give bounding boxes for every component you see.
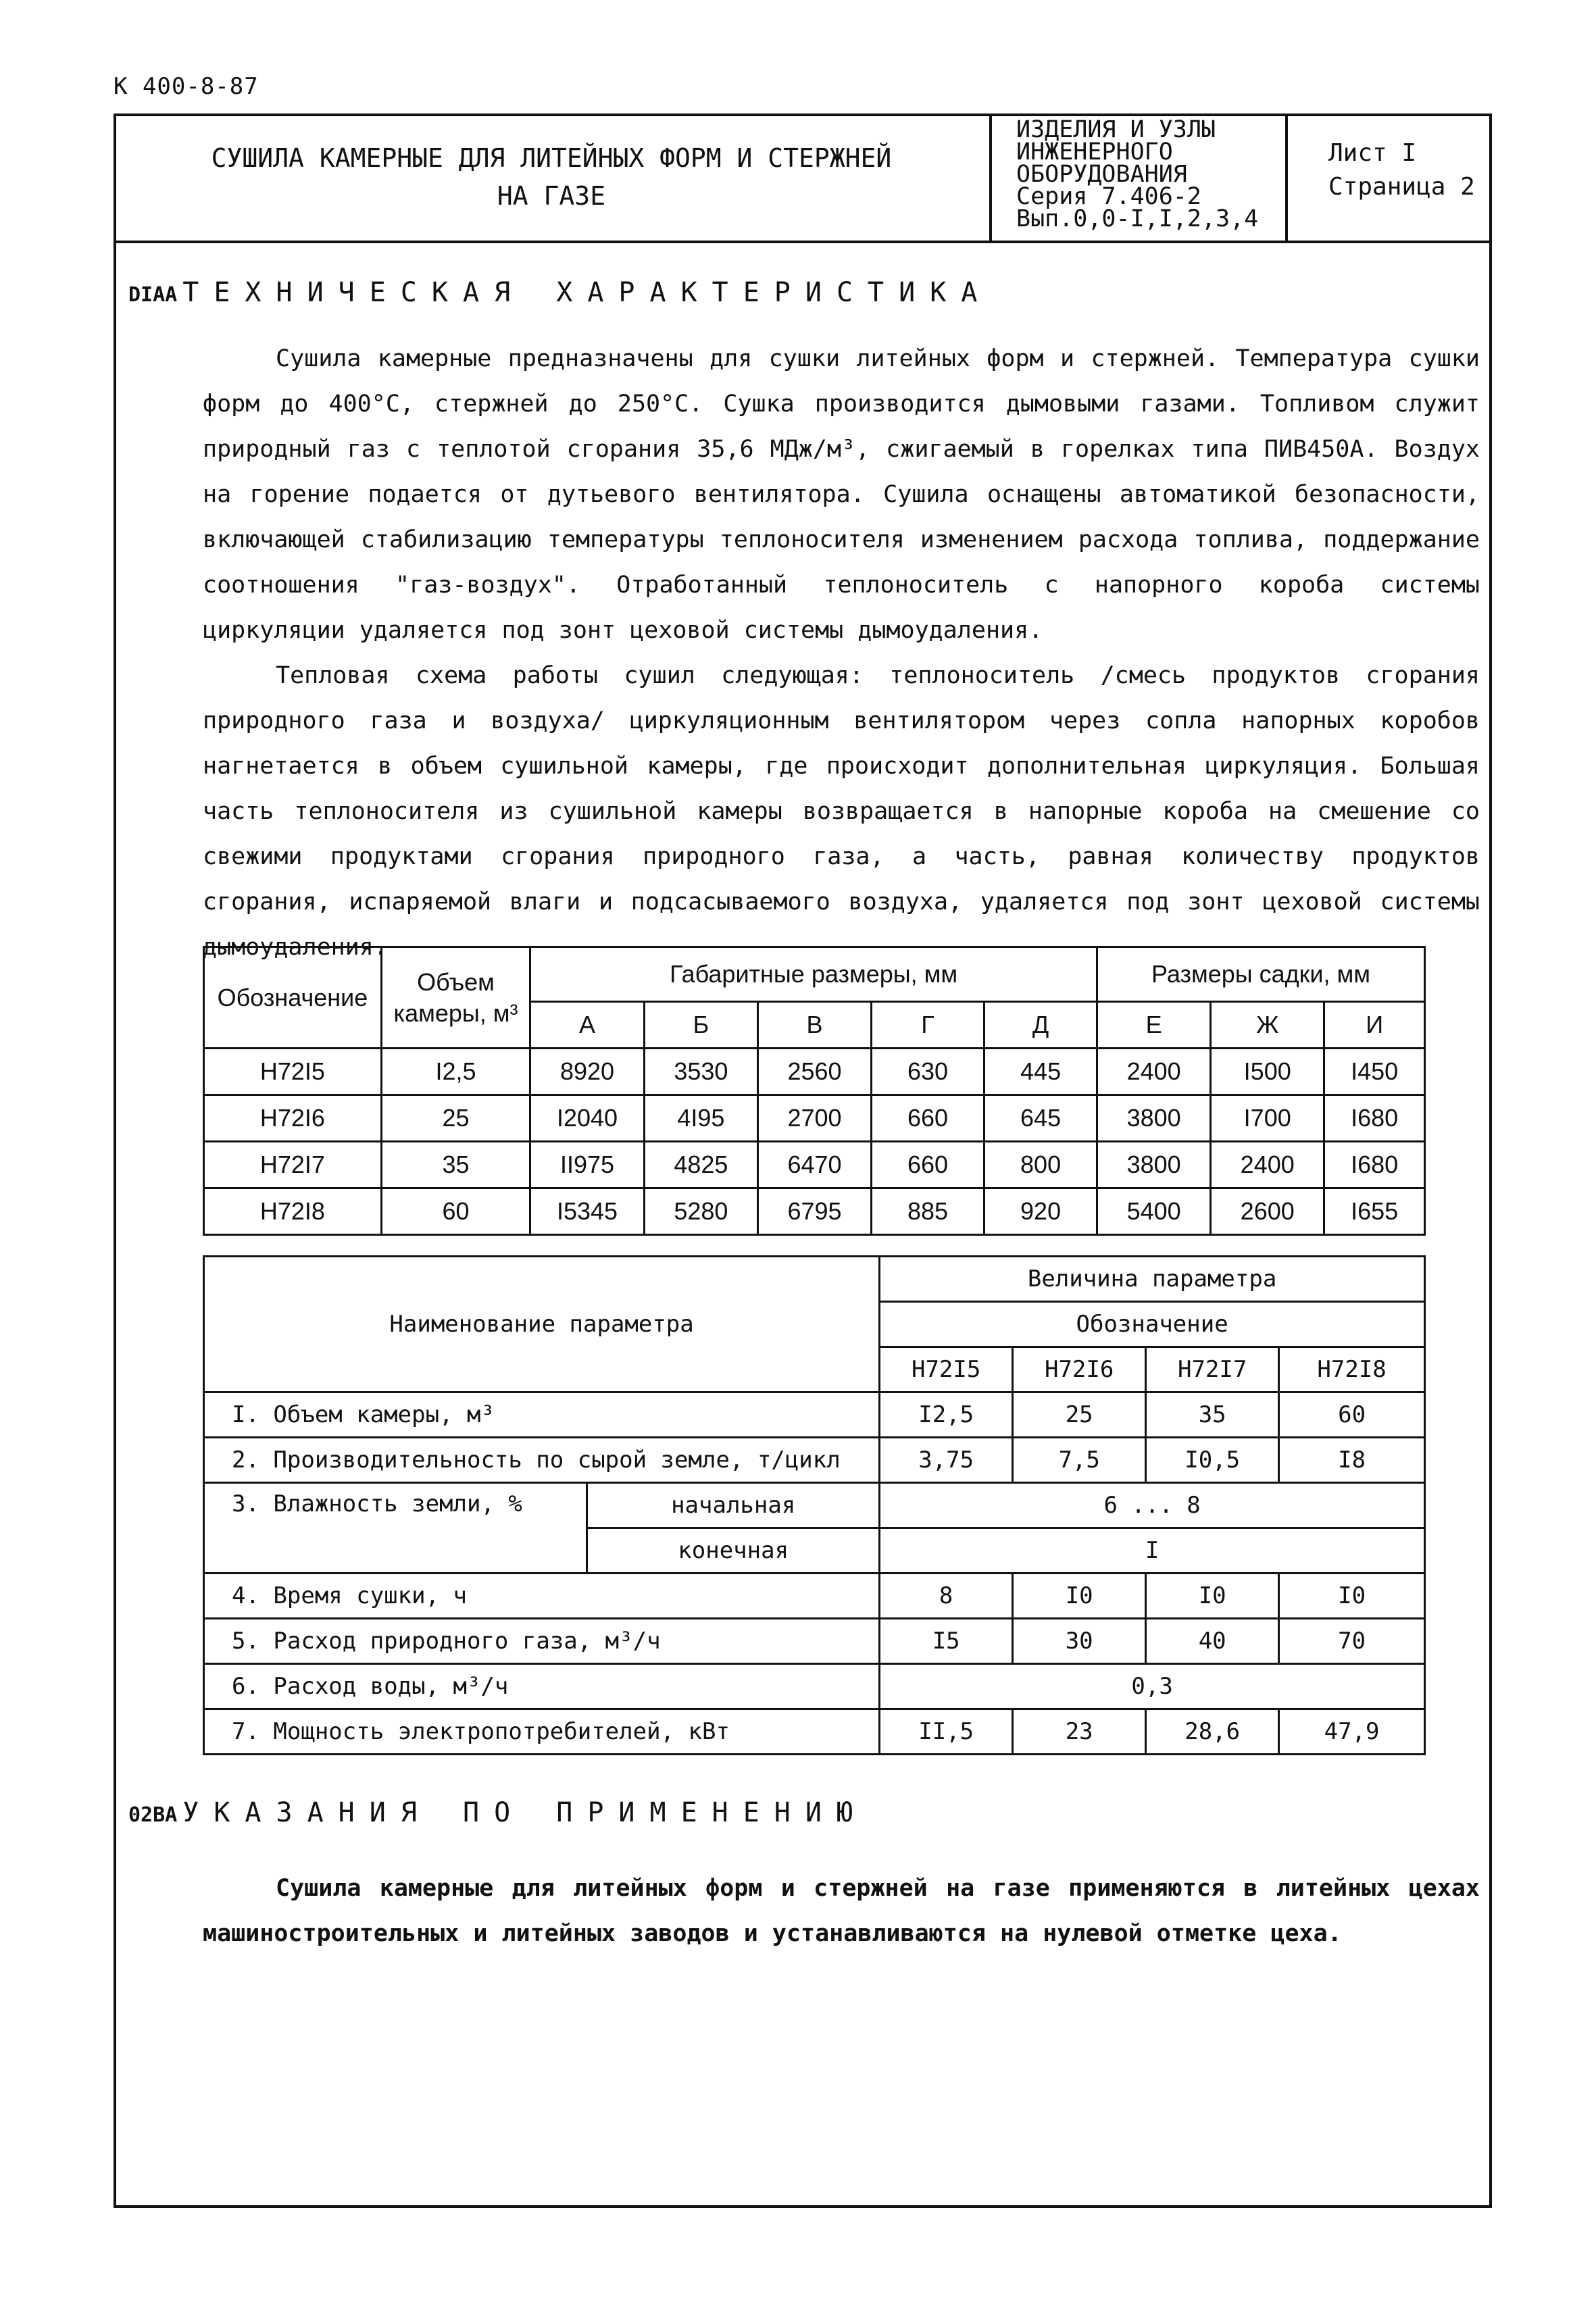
table-cell: 5400 bbox=[1097, 1188, 1211, 1235]
sub-header: В bbox=[757, 1002, 871, 1049]
issue-number: Вып.0,0-I,I,2,3,4 bbox=[1016, 205, 1259, 232]
table-cell: I655 bbox=[1324, 1188, 1425, 1235]
table-cell: 2400 bbox=[1211, 1142, 1324, 1188]
section-heading-application bbox=[128, 1797, 868, 1828]
table-row bbox=[204, 1483, 1425, 1528]
page-number: Страница 2 bbox=[1328, 173, 1475, 201]
section-title: ТЕХНИЧЕСКАЯ ХАРАКТЕРИСТИКА bbox=[182, 277, 993, 308]
table-cell: I bbox=[880, 1528, 1425, 1574]
table-cell: Н72I7 bbox=[204, 1142, 382, 1188]
table-cell: 630 bbox=[872, 1049, 984, 1095]
param-name: I. Объем камеры, м³ bbox=[204, 1392, 880, 1438]
table-cell: 28,6 bbox=[1146, 1709, 1279, 1755]
sub-header: Б bbox=[644, 1002, 757, 1049]
table-cell: 645 bbox=[984, 1095, 1097, 1142]
header-parameter-name: Наименование параметра bbox=[204, 1257, 880, 1392]
section-title: УКАЗАНИЯ ПО ПРИМЕНЕНИЮ bbox=[182, 1797, 868, 1828]
table-cell: 2400 bbox=[1097, 1049, 1211, 1095]
paragraph-purpose: Сушила камерные предназначены для сушки литейных форм и стержней. Температура сушки форм до 400°С, стержней до 250°С. Сушка производится дымовыми газами. Топливом служит природный газ с теплотой сгорания 35,6 МДж/м³, сжигаемый в горелках типа ПИВ450А. Воздух на горение подается от дутьевого вентилятора. Сушила оснащены автоматикой безопасности, включающей стабилизацию температуры теплоносителя изменением расхода топлива, поддержание соотношения "газ-воздух". Отработанный теплоноситель с напорного короба системы циркуляции удаляется под зонт цеховой системы дымоудаления. bbox=[203, 345, 1480, 644]
param-name: 3. Влажность земли, % bbox=[204, 1483, 587, 1574]
table-cell: 920 bbox=[984, 1188, 1097, 1235]
table-cell: I0 bbox=[1146, 1574, 1279, 1619]
model-header: Н72I6 bbox=[1013, 1347, 1146, 1392]
table-cell: 4825 bbox=[644, 1142, 757, 1188]
table-cell: I700 bbox=[1211, 1095, 1324, 1142]
group-line-2: ИНЖЕНЕРНОГО bbox=[1016, 139, 1173, 166]
model-header: Н72I8 bbox=[1279, 1347, 1425, 1392]
table-row bbox=[204, 1049, 1425, 1095]
table-cell: 2560 bbox=[757, 1049, 871, 1095]
title-cell bbox=[114, 114, 992, 241]
table-cell: 3800 bbox=[1097, 1142, 1211, 1188]
table-cell: 70 bbox=[1279, 1619, 1425, 1664]
header-designation: Обозначение bbox=[880, 1302, 1425, 1347]
section-code: DIAA bbox=[128, 283, 178, 307]
sub-header: Д bbox=[984, 1002, 1097, 1049]
table-cell: I5 bbox=[880, 1619, 1013, 1664]
model-header: Н72I7 bbox=[1146, 1347, 1279, 1392]
series-cell bbox=[992, 114, 1288, 241]
table-cell: I0 bbox=[1279, 1574, 1425, 1619]
table-cell: I8 bbox=[1279, 1438, 1425, 1483]
table-cell: 660 bbox=[872, 1095, 984, 1142]
table-row bbox=[204, 1438, 1425, 1483]
table-cell: I450 bbox=[1324, 1049, 1425, 1095]
table-cell: II,5 bbox=[880, 1709, 1013, 1755]
table-row bbox=[204, 1392, 1425, 1438]
table-cell: I2040 bbox=[530, 1095, 645, 1142]
table-cell: 445 bbox=[984, 1049, 1097, 1095]
table-cell: 25 bbox=[1013, 1392, 1146, 1438]
table-cell: 60 bbox=[381, 1188, 530, 1235]
header-loading: Размеры садки, мм bbox=[1097, 947, 1425, 1002]
header-volume: Объем камеры, м³ bbox=[381, 947, 530, 1049]
paragraph-application: Сушила камерные для литейных форм и стержней на газе применяются в литейных цехах машиностроительных и литейных заводов и устанавливаются на нулевой отметке цеха. bbox=[203, 1875, 1480, 1947]
paragraph-thermal-scheme: Тепловая схема работы сушил следующая: теплоноситель /смесь продуктов сгорания природного газа и воздуха/ циркуляционным вентилятором через сопла напорных коробов нагнетается в объем сушильной камеры, где происходит дополнительная циркуляция. Большая часть теплоносителя из сушильной камеры возвращается в напорные короба на смешение со свежими продуктами сгорания природного газа, а часть, равная количеству продуктов сгорания, испаряемой влаги и подсасываемого воздуха, удаляется под зонт цеховой системы дымоудаления. bbox=[203, 662, 1480, 961]
section-code: 02BA bbox=[128, 1803, 178, 1827]
table-cell: 2600 bbox=[1211, 1188, 1324, 1235]
sub-header: Г bbox=[872, 1002, 984, 1049]
table-cell: I0,5 bbox=[1146, 1438, 1279, 1483]
table-cell: I680 bbox=[1324, 1095, 1425, 1142]
table-cell: 5280 bbox=[644, 1188, 757, 1235]
table-cell: 23 bbox=[1013, 1709, 1146, 1755]
table-cell: I5345 bbox=[530, 1188, 645, 1235]
title-line-2: НА ГАЗЕ bbox=[497, 181, 606, 211]
table-cell: I2,5 bbox=[381, 1049, 530, 1095]
param-name: 6. Расход воды, м³/ч bbox=[204, 1664, 880, 1709]
table-cell: 8920 bbox=[530, 1049, 645, 1095]
table-row bbox=[204, 1095, 1425, 1142]
table-cell: 3530 bbox=[644, 1049, 757, 1095]
param-name: 5. Расход природного газа, м³/ч bbox=[204, 1619, 880, 1664]
table-cell: 40 bbox=[1146, 1619, 1279, 1664]
table-row bbox=[204, 1664, 1425, 1709]
table-cell: 35 bbox=[381, 1142, 530, 1188]
param-sub-name: конечная bbox=[587, 1528, 880, 1574]
header-dimensions: Габаритные размеры, мм bbox=[530, 947, 1097, 1002]
table-cell: 30 bbox=[1013, 1619, 1146, 1664]
table-cell: 6 ... 8 bbox=[880, 1483, 1425, 1528]
table-cell: 6470 bbox=[757, 1142, 871, 1188]
table-cell: 8 bbox=[880, 1574, 1013, 1619]
table-row bbox=[204, 1188, 1425, 1235]
table-cell: 4I95 bbox=[644, 1095, 757, 1142]
param-name: 4. Время сушки, ч bbox=[204, 1574, 880, 1619]
table-row bbox=[204, 1574, 1425, 1619]
header-parameter-value: Величина параметра bbox=[880, 1257, 1425, 1302]
table-cell: II975 bbox=[530, 1142, 645, 1188]
title-line-1: СУШИЛА КАМЕРНЫЕ ДЛЯ ЛИТЕЙНЫХ ФОРМ И СТЕРЖНЕЙ bbox=[211, 143, 892, 173]
table-cell: 800 bbox=[984, 1142, 1097, 1188]
table-row bbox=[204, 1619, 1425, 1664]
param-sub-name: начальная bbox=[587, 1483, 880, 1528]
section-heading-technical bbox=[128, 277, 992, 308]
table-cell: 2700 bbox=[757, 1095, 871, 1142]
table-cell: 25 bbox=[381, 1095, 530, 1142]
table-cell: I500 bbox=[1211, 1049, 1324, 1095]
group-line-1: ИЗДЕЛИЯ И УЗЛЫ bbox=[1016, 116, 1216, 143]
table-cell: 35 bbox=[1146, 1392, 1279, 1438]
table-row bbox=[204, 1709, 1425, 1755]
table-cell: 6795 bbox=[757, 1188, 871, 1235]
param-name: 2. Производительность по сырой земле, т/цикл bbox=[204, 1438, 880, 1483]
table-cell: Н72I5 bbox=[204, 1049, 382, 1095]
table-cell: 660 bbox=[872, 1142, 984, 1188]
table-cell: 60 bbox=[1279, 1392, 1425, 1438]
table-row bbox=[204, 1142, 1425, 1188]
table-cell: 885 bbox=[872, 1188, 984, 1235]
table-cell: I0 bbox=[1013, 1574, 1146, 1619]
sheet-number: Лист I bbox=[1328, 139, 1417, 167]
sub-header: Е bbox=[1097, 1002, 1211, 1049]
table-cell: 7,5 bbox=[1013, 1438, 1146, 1483]
table-cell: 0,3 bbox=[880, 1664, 1425, 1709]
sub-header: Ж bbox=[1211, 1002, 1324, 1049]
model-header: Н72I5 bbox=[880, 1347, 1013, 1392]
document-code: К 400-8-87 bbox=[114, 73, 259, 100]
sheet-cell bbox=[1288, 114, 1491, 241]
header-designation: Обозначение bbox=[204, 947, 382, 1049]
table-cell: 3800 bbox=[1097, 1095, 1211, 1142]
param-name: 7. Мощность электропотребителей, кВт bbox=[204, 1709, 880, 1755]
table-cell: I680 bbox=[1324, 1142, 1425, 1188]
table-cell: 3,75 bbox=[880, 1438, 1013, 1483]
sub-header: А bbox=[530, 1002, 645, 1049]
group-line-3: ОБОРУДОВАНИЯ bbox=[1016, 161, 1187, 188]
parameters-table bbox=[203, 1255, 1426, 1755]
table-cell: Н72I8 bbox=[204, 1188, 382, 1235]
technical-text bbox=[203, 336, 1480, 970]
table-cell: Н72I6 bbox=[204, 1095, 382, 1142]
series-number: Серия 7.406-2 bbox=[1016, 183, 1201, 210]
sub-header: И bbox=[1324, 1002, 1425, 1049]
title-block bbox=[114, 114, 1492, 243]
dimensions-table bbox=[203, 946, 1426, 1236]
application-text bbox=[203, 1866, 1480, 1957]
table-cell: 47,9 bbox=[1279, 1709, 1425, 1755]
table-cell: I2,5 bbox=[880, 1392, 1013, 1438]
